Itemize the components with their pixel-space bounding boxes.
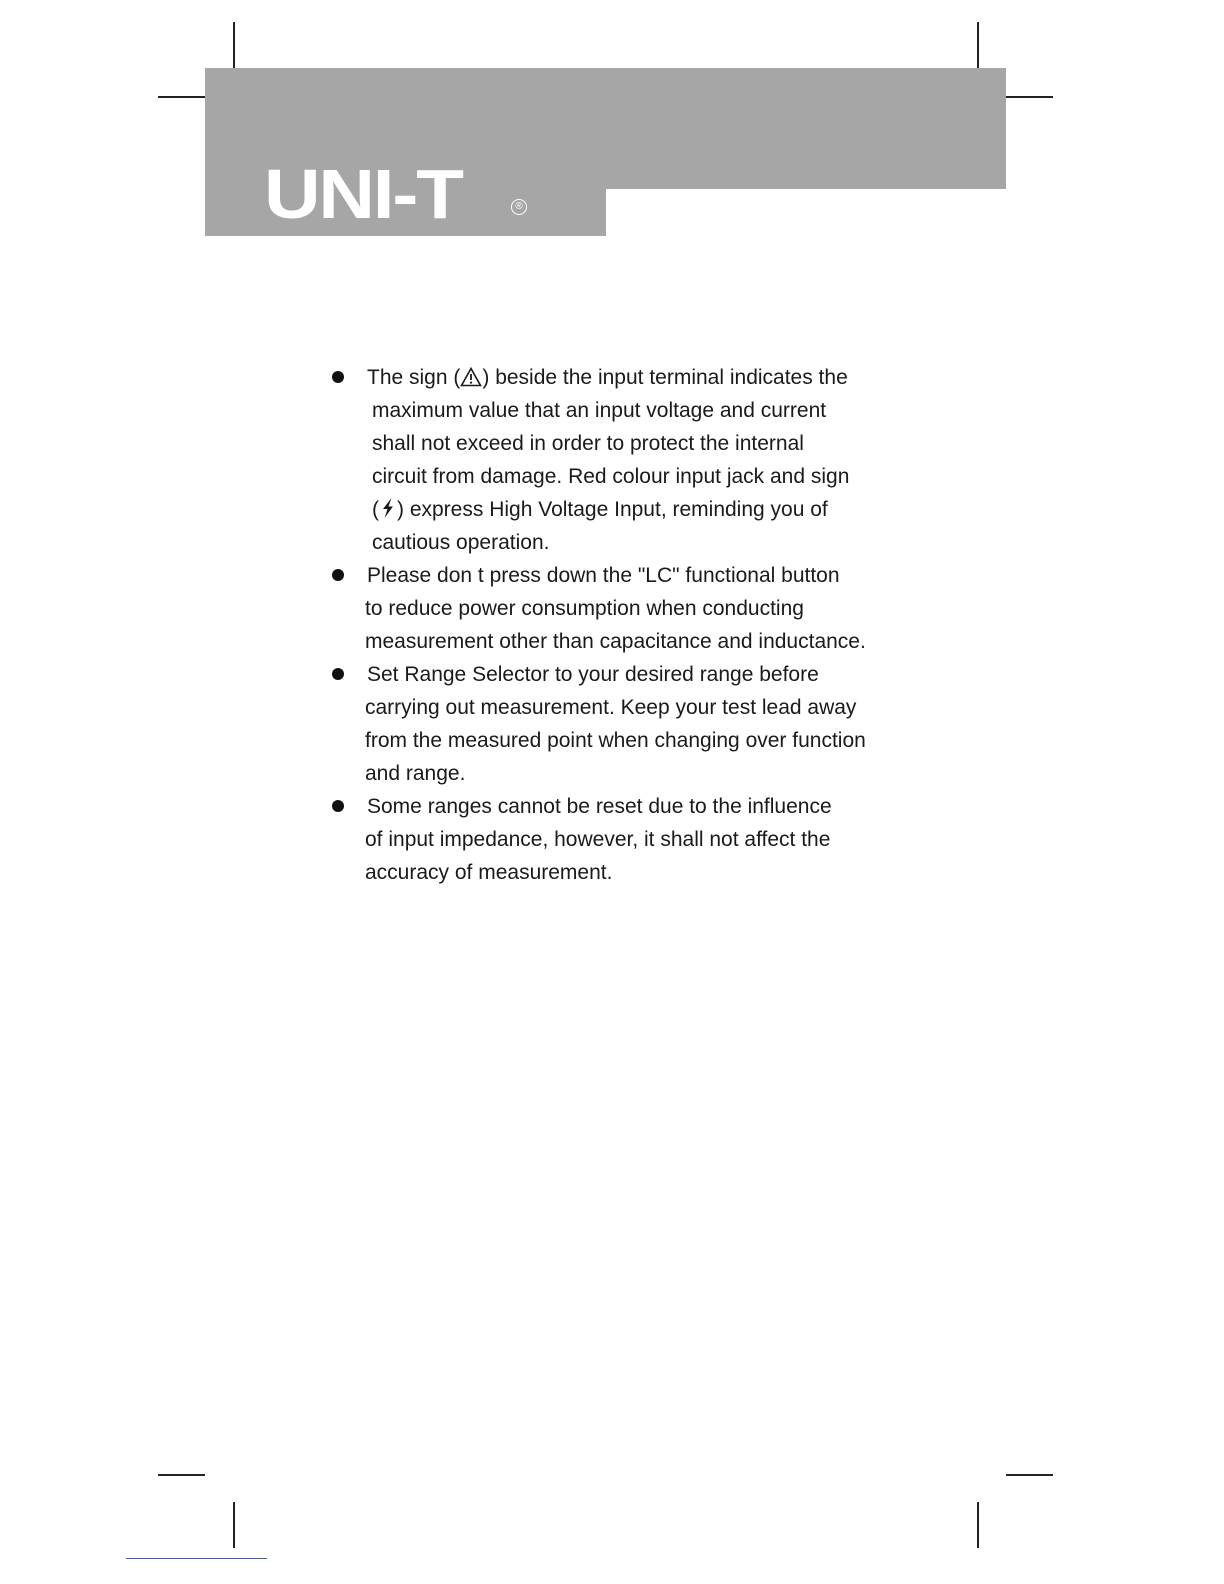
bullet-icon bbox=[332, 800, 344, 812]
list-item: The sign ( ) beside the input terminal indicates the maximum value that an input voltage and current shall not exceed in order to protect the internal circuit from damage. Red colour input jack and sign ( ) express High Voltage Input, reminding you of cautious operation. bbox=[330, 361, 950, 559]
warning-triangle-icon bbox=[460, 367, 482, 387]
bullet-icon bbox=[332, 668, 344, 680]
crop-mark-top-right-horizontal bbox=[1006, 96, 1053, 98]
crop-mark-top-left-vertical bbox=[233, 22, 235, 68]
crop-mark-bottom-right-vertical bbox=[977, 1502, 979, 1548]
bullet-icon bbox=[332, 371, 344, 383]
bullet-icon bbox=[332, 569, 344, 581]
registered-mark: ® bbox=[511, 199, 527, 215]
brand-logo-text: UNI-T bbox=[264, 155, 462, 233]
crop-mark-bottom-right-horizontal bbox=[1006, 1474, 1053, 1476]
brand-logo bbox=[264, 155, 523, 233]
crop-mark-top-right-vertical bbox=[977, 22, 979, 68]
safety-notes bbox=[330, 361, 950, 889]
list-item: Set Range Selector to your desired range before carrying out measurement. Keep your test lead away from the measured point when changing over function and range. bbox=[330, 658, 950, 790]
list-item: Please don t press down the "LC" functional button to reduce power consumption when conducting measurement other than capacitance and inductance. bbox=[330, 559, 950, 658]
crop-mark-bottom-left-vertical bbox=[233, 1502, 235, 1548]
high-voltage-icon bbox=[379, 497, 397, 519]
footer-link-underline bbox=[126, 1558, 267, 1559]
list-item: Some ranges cannot be reset due to the influence of input impedance, however, it shall not affect the accuracy of measurement. bbox=[330, 790, 950, 889]
crop-mark-bottom-left-horizontal bbox=[158, 1474, 205, 1476]
crop-mark-top-left-horizontal bbox=[158, 96, 205, 98]
